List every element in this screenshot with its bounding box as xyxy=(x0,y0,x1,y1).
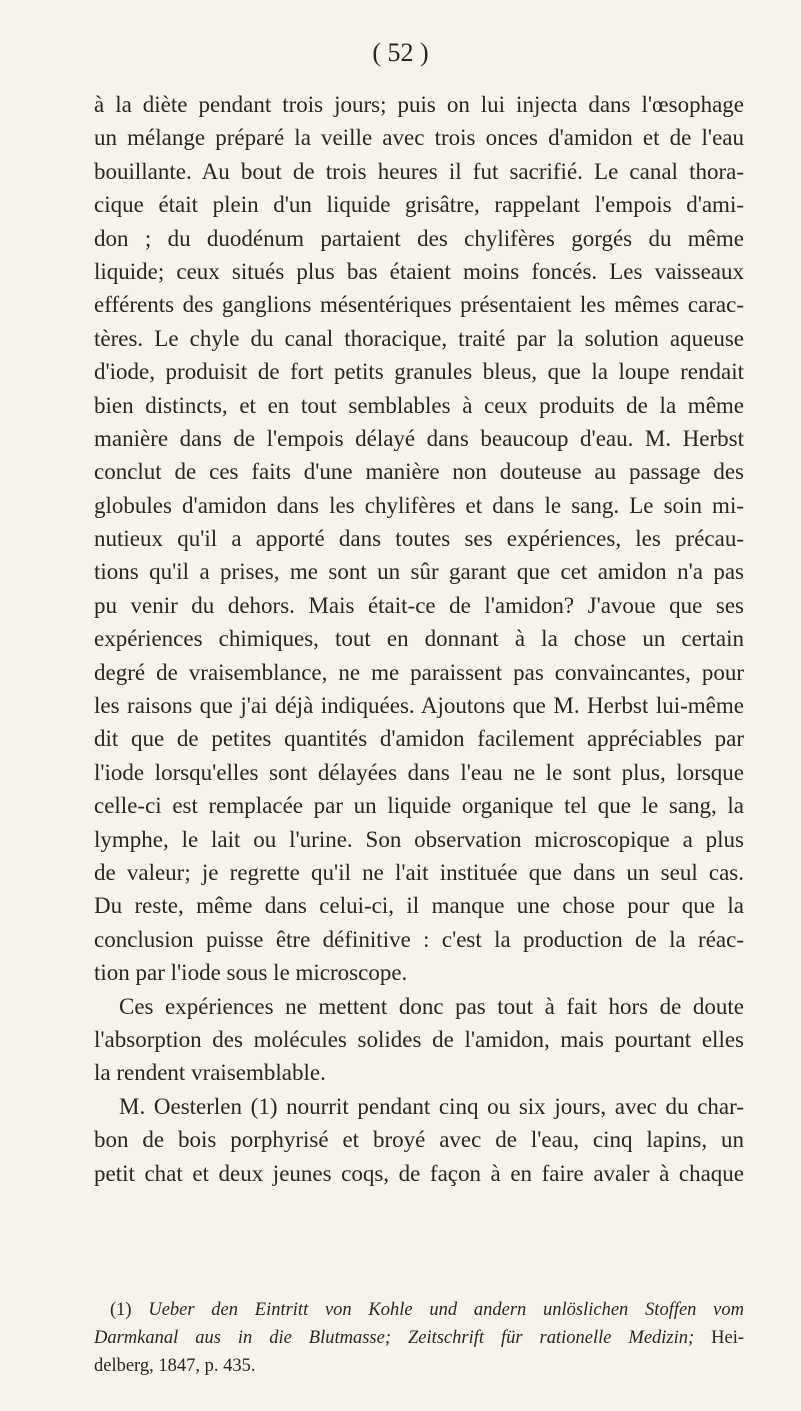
text-line: celle-ci est remplacée par un liquide organique tel que le sang, la xyxy=(94,793,744,819)
footnote xyxy=(94,1296,744,1380)
footnote-number: (1) xyxy=(110,1300,132,1320)
text-line: conclut de ces faits d'une manière non douteuse au passage des xyxy=(94,459,744,485)
text-line: expériences chimiques, tout en donnant à la chose un certain xyxy=(94,626,744,652)
text-line: M. Oesterlen (1) nourrit pendant cinq ou six jours, avec du char- xyxy=(119,1093,744,1119)
text-line: l'iode lorsqu'elles sont délayées dans l'eau ne le sont plus, lorsque xyxy=(94,759,744,785)
text-line: la rendent vraisemblable. xyxy=(94,1060,326,1086)
text-line: conclusion puisse être définitive : c'est la production de la réac- xyxy=(94,926,744,952)
text-line: pu venir du dehors. Mais était-ce de l'amidon? J'avoue que ses xyxy=(94,592,744,618)
body-text xyxy=(94,88,744,1190)
footnote-line xyxy=(94,1296,744,1324)
text-line: de valeur; je regrette qu'il ne l'ait instituée que dans un seul cas. xyxy=(94,859,744,885)
text-line: liquide; ceux situés plus bas étaient moins foncés. Les vaisseaux xyxy=(94,258,744,284)
text-line: les raisons que j'ai déjà indiquées. Ajoutons que M. Herbst lui-même xyxy=(94,693,744,719)
text-line: petit chat et deux jeunes coqs, de façon à en faire avaler à chaque xyxy=(94,1160,744,1186)
text-line: d'iode, produisit de fort petits granules bleus, que la loupe rendait xyxy=(94,359,744,385)
page-number: ( 52 ) xyxy=(372,38,429,67)
text-line: globules d'amidon dans les chylifères et dans le sang. Le soin mi- xyxy=(94,492,744,518)
footnote-title-part: Darmkanal aus in die Blutmasse; Zeitschrift für rationelle Medizin; xyxy=(94,1328,695,1348)
footnote-publisher: Hei- xyxy=(694,1328,745,1348)
text-line: Du reste, même dans celui-ci, il manque une chose pour que la xyxy=(94,893,744,919)
text-line: bien distincts, et en tout semblables à ceux produits de la même xyxy=(94,392,744,418)
text-line: un mélange préparé la veille avec trois onces d'amidon et de l'eau xyxy=(94,125,744,151)
text-line: tion par l'iode sous le microscope. xyxy=(94,960,408,986)
text-line: lymphe, le lait ou l'urine. Son observation microscopique a plus xyxy=(94,826,744,852)
text-line: à la diète pendant trois jours; puis on lui injecta dans l'œsophage xyxy=(94,92,744,117)
text-line: tères. Le chyle du canal thoracique, traité par la solution aqueuse xyxy=(94,325,744,351)
text-line: don ; du duodénum partaient des chylifères gorgés du même xyxy=(94,225,744,251)
footnote-title-part: Ueber den Eintritt von Kohle und andern unlöslichen Stoffen vom xyxy=(148,1300,744,1320)
text-line: bouillante. Au bout de trois heures il fut sacrifié. Le canal thora- xyxy=(94,158,744,184)
text-line: degré de vraisemblance, ne me paraissent pas convaincantes, pour xyxy=(94,659,744,685)
text-line: nutieux qu'il a apporté dans toutes ses expériences, les précau- xyxy=(94,526,744,552)
text-line: tions qu'il a prises, me sont un sûr garant que cet amidon n'a pas xyxy=(94,559,744,585)
footnote-line xyxy=(94,1324,744,1352)
text-line: cique était plein d'un liquide grisâtre, rappelant l'empois d'ami- xyxy=(94,192,744,218)
text-line: l'absorption des molécules solides de l'amidon, mais pourtant elles xyxy=(94,1026,744,1052)
footnote-line: delberg, 1847, p. 435. xyxy=(94,1356,256,1376)
text-line: bon de bois porphyrisé et broyé avec de l'eau, cinq lapins, un xyxy=(94,1127,744,1153)
text-line: Ces expériences ne mettent donc pas tout à fait hors de doute xyxy=(119,993,744,1019)
text-line: efférents des ganglions mésentériques présentaient les mêmes carac- xyxy=(94,292,744,318)
text-line: manière dans de l'empois délayé dans beaucoup d'eau. M. Herbst xyxy=(94,425,744,451)
text-line: dit que de petites quantités d'amidon facilement appréciables par xyxy=(94,726,744,752)
